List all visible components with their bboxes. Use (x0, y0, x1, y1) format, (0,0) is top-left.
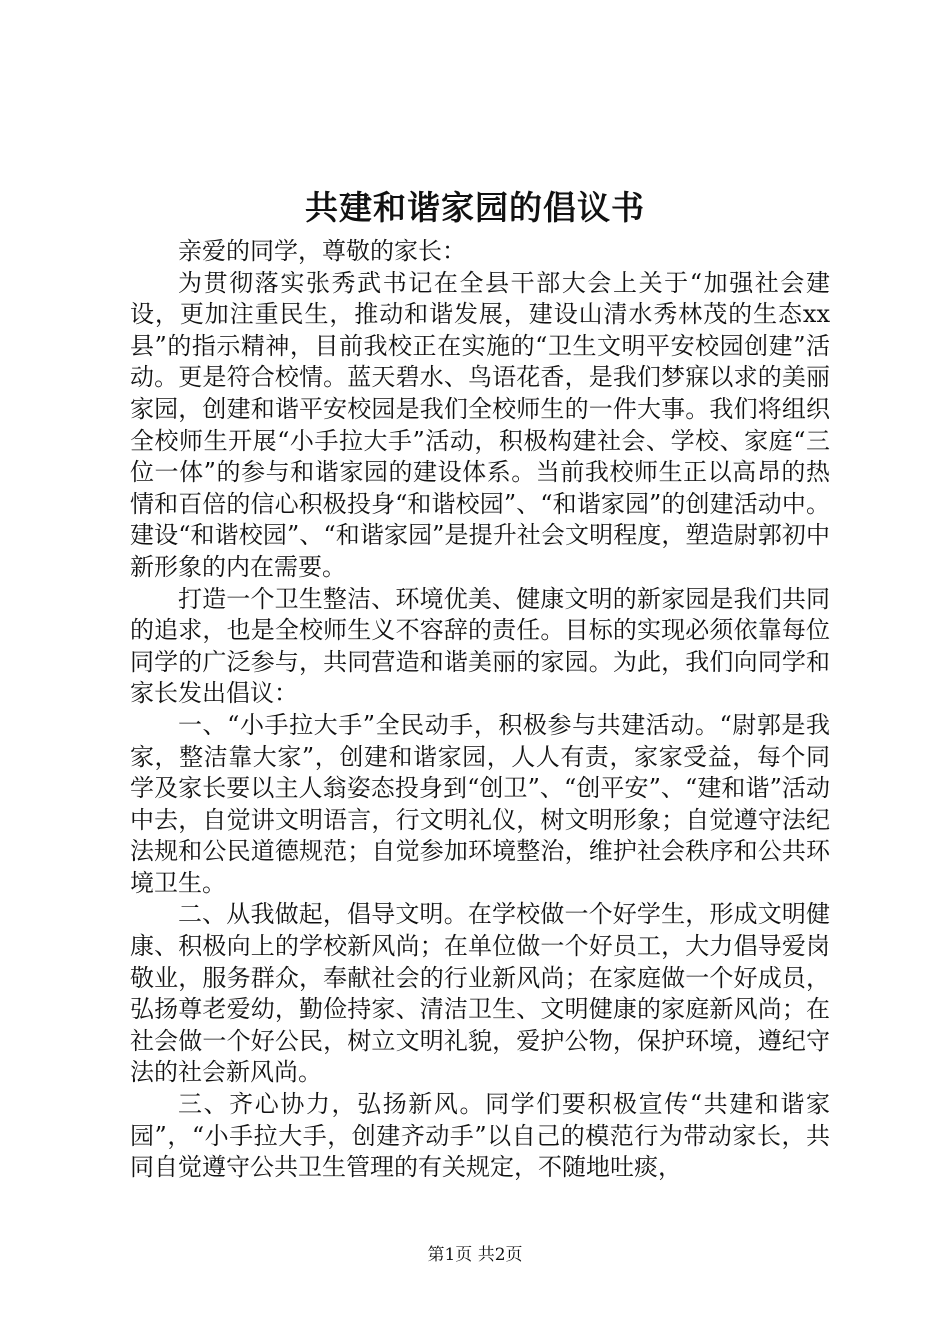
paragraph-2: 打造一个卫生整洁、环境优美、健康文明的新家园是我们共同的追求，也是全校师生义不容辞的责任。目标的实现必须依靠每位同学的广泛参与，共同营造和谐美丽的家园。为此，我们向同学和家长发出倡议： (130, 584, 830, 708)
paragraph-5: 三、齐心协力，弘扬新风。同学们要积极宣传“共建和谐家园”，“小手拉大手，创建齐动手”以自己的模范行为带动家长，共同自觉遵守公共卫生管理的有关规定，不随地吐痰， (130, 1090, 830, 1182)
paragraph-1: 为贯彻落实张秀武书记在全县干部大会上关于“加强社会建设，更加注重民生，推动和谐发展，建设山清水秀林茂的生态xx县”的指示精神，目前我校正在实施的“卫生文明平安校园创建”活动。更是符合校情。蓝天碧水、鸟语花香，是我们梦寐以求的美丽家园，创建和谐平安校园是我们全校师生的一件大事。我们将组织全校师生开展“小手拉大手”活动，积极构建社会、学校、家庭“三位一体”的参与和谐家园的建设体系。当前我校师生正以高昂的热情和百倍的信心积极投身“和谐校园”、“和谐家园”的创建活动中。建设“和谐校园”、“和谐家园”是提升社会文明程度，塑造尉郭初中新形象的内在需要。 (130, 268, 830, 581)
document-body (130, 236, 830, 1184)
page-footer: 第1页 共2页 (427, 1245, 523, 1265)
paragraph-4: 二、从我做起，倡导文明。在学校做一个好学生，形成文明健康、积极向上的学校新风尚；在单位做一个好员工，大力倡导爱岗敬业，服务群众，奉献社会的行业新风尚；在家庭做一个好成员，弘扬尊老爱幼，勤俭持家、清洁卫生、文明健康的家庭新风尚；在社会做一个好公民，树立文明礼貌，爱护公物，保护环境，遵纪守法的社会新风尚。 (130, 900, 830, 1087)
paragraph-3: 一、“小手拉大手”全民动手，积极参与共建活动。“尉郭是我家，整洁靠大家”，创建和谐家园，人人有责，家家受益，每个同学及家长要以主人翁姿态投身到“创卫”、“创平安”、“建和谐”活动中去，自觉讲文明语言，行文明礼仪，树文明形象；自觉遵守法纪法规和公民道德规范；自觉参加环境整治，维护社会秩序和公共环境卫生。 (130, 710, 830, 897)
salutation: 亲爱的同学，尊敬的家长： (178, 237, 466, 265)
document-title: 共建和谐家园的倡议书 (305, 188, 645, 227)
